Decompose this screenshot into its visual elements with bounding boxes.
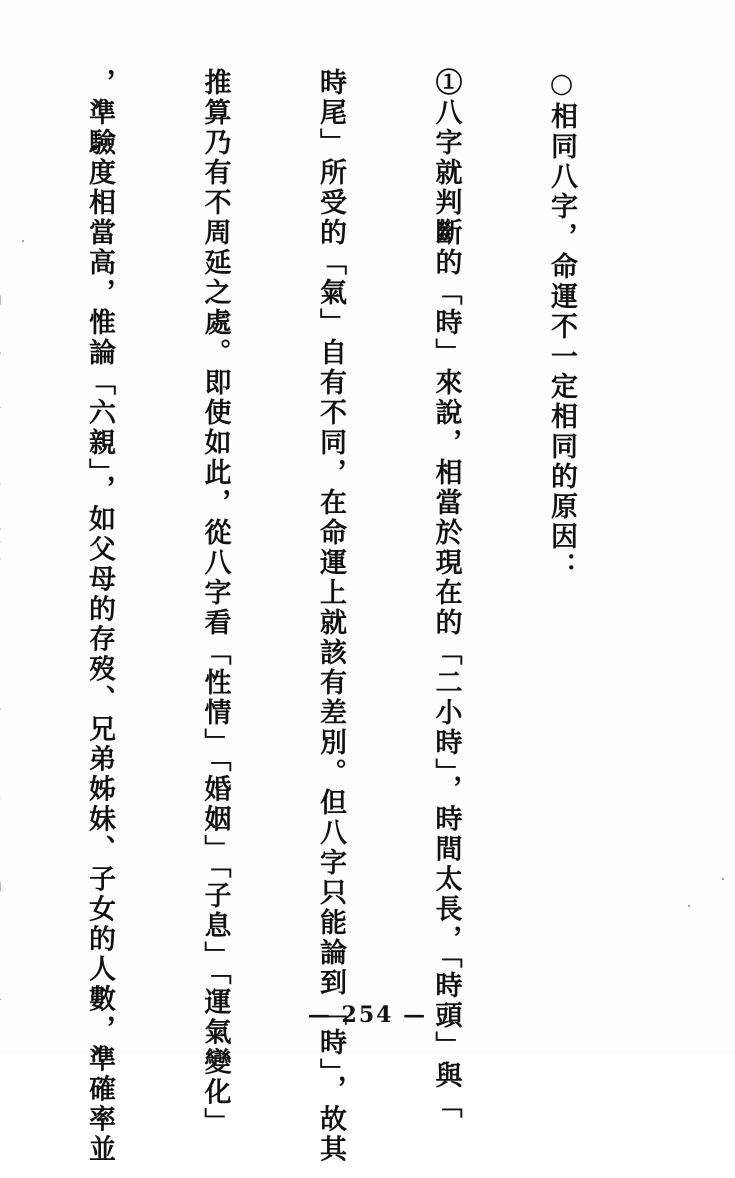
scan-speck [22,240,24,242]
text-column: ①八字就判斷的「時」來說，相當於現在的「二小時」，時間太長，「時頭」與「 [430,68,462,1121]
scan-speck [722,878,724,880]
scan-speck [688,905,690,907]
text-column: 推算乃有不周延之處。即使如此，從八字看「性情」「婚姻」「子息」「運氣變化」 [199,68,231,1138]
text-column: 時尾」所受的「氣」自有不同，在命運上就該有差別。但八字只能論到「時」，故其 [315,68,346,1165]
page-number: — 254 — [307,1002,428,1028]
text-column [0,68,3,998]
text-column: ○相同八字，命運不一定相同的原因： [546,68,577,582]
text-column: ，準驗度相當高，惟論「六親」，如父母的存歿、兄弟姊妹、子女的人數，準確率並 [84,68,115,1165]
